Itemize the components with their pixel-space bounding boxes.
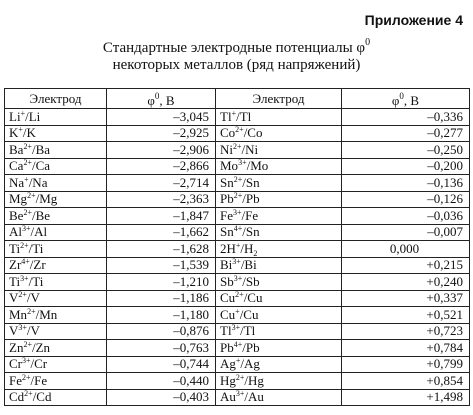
potential-cell: –2,714 (107, 175, 216, 192)
metal-symbol: /Ti (28, 273, 44, 289)
ion-symbol: Cu (220, 306, 236, 322)
potential-cell: –0,200 (342, 158, 470, 175)
ion-symbol: Ti (9, 273, 21, 289)
metal-symbol: /Ba (31, 141, 51, 157)
electrode-cell (5, 109, 107, 126)
potential-cell: –0,403 (107, 389, 216, 406)
metal-symbol: /Pb (242, 191, 260, 207)
header-electrode-right: Электрод (216, 89, 342, 109)
electrode-cell (216, 125, 342, 142)
ion-symbol: Tl (220, 108, 232, 124)
title-line-2: некоторых металлов (ряд напряжений) (112, 57, 361, 73)
potential-cell: –1,628 (107, 241, 216, 258)
table-row (5, 158, 470, 175)
metal-symbol: /Mg (35, 191, 58, 207)
ion-symbol: Mg (9, 191, 28, 207)
potential-cell: –0,007 (342, 224, 470, 241)
electrode-cell (216, 373, 342, 390)
ion-charge: 2+ (233, 174, 243, 184)
table-title (0, 34, 473, 74)
ion-symbol: Sn (220, 224, 234, 240)
potential-cell: +0,521 (342, 307, 470, 324)
ion-charge: 3+ (231, 323, 241, 333)
electrode-cell (5, 340, 107, 357)
potential-cell: –1,186 (107, 290, 216, 307)
ion-charge: 2+ (235, 372, 245, 382)
metal-symbol: /H (240, 240, 254, 256)
electrode-cell (216, 109, 342, 126)
phi-unit: , В (403, 93, 420, 108)
electrode-cell (216, 175, 342, 192)
ion-charge: + (235, 306, 240, 316)
ion-charge: + (24, 174, 29, 184)
phi-unit: , В (159, 93, 175, 108)
potential-cell: –0,136 (342, 175, 470, 192)
table-row (5, 290, 470, 307)
ion-symbol: Sn (220, 174, 234, 190)
potential-cell: –3,045 (107, 109, 216, 126)
table-row (5, 274, 470, 291)
metal-symbol: /Li (25, 108, 41, 124)
phi-symbol: φ (391, 93, 400, 108)
ion-charge: 3+ (20, 273, 29, 283)
ion-charge: 3+ (22, 224, 31, 234)
potential-cell: +0,784 (342, 340, 470, 357)
metal-symbol: /Ni (241, 141, 259, 157)
table-row (5, 208, 470, 225)
metal-symbol: /Fe (241, 207, 259, 223)
metal-subscript: 2 (253, 248, 258, 258)
table-row (5, 323, 470, 340)
ion-symbol: Al (9, 224, 22, 240)
metal-symbol: /Be (31, 207, 51, 223)
ion-charge: 4+ (233, 224, 243, 234)
phi-sup: 0 (154, 91, 160, 101)
potential-cell: –0,744 (107, 356, 216, 373)
table-row (5, 224, 470, 241)
metal-symbol: /Ca (31, 158, 51, 174)
table-row (5, 109, 470, 126)
potential-cell: –0,250 (342, 142, 470, 159)
potential-cell: –2,925 (107, 125, 216, 142)
metal-symbol: /Ag (240, 356, 260, 372)
metal-symbol: /Hg (244, 372, 264, 388)
potential-cell: –2,363 (107, 191, 216, 208)
metal-symbol: /Cu (239, 306, 259, 322)
ion-charge: 4+ (21, 257, 30, 267)
metal-symbol: /Cd (32, 389, 52, 405)
ion-charge: + (231, 108, 237, 118)
potential-cell: –0,277 (342, 125, 470, 142)
ion-charge: 2+ (23, 141, 32, 151)
ion-charge: 3+ (233, 207, 242, 217)
electrode-cell (5, 356, 107, 373)
electrode-cell (5, 175, 107, 192)
metal-symbol: /Zr (29, 257, 46, 273)
phi-sup: 0 (399, 91, 404, 101)
ion-symbol: Pb (220, 191, 234, 207)
ion-charge: + (235, 356, 241, 366)
electrode-cell (216, 208, 342, 225)
electrode-cell (216, 241, 342, 258)
ion-symbol: Cu (220, 290, 236, 306)
potential-cell: –1,662 (107, 224, 216, 241)
ion-charge: 2+ (233, 141, 242, 151)
electrode-cell (216, 257, 342, 274)
table-row (5, 191, 470, 208)
electrode-cell (216, 340, 342, 357)
electrode-cell (5, 290, 107, 307)
ion-symbol: Mo (220, 158, 239, 174)
electrode-cell (5, 389, 107, 406)
table-row (5, 307, 470, 324)
ion-symbol: K (9, 125, 19, 141)
ion-symbol: Ba (9, 141, 24, 157)
ion-charge: 2+ (27, 306, 36, 316)
electrode-cell (216, 356, 342, 373)
ion-symbol: Mn (9, 306, 28, 322)
electrode-potentials-table (4, 88, 470, 406)
ion-symbol: Be (9, 207, 24, 223)
potential-cell: –1,180 (107, 307, 216, 324)
potential-cell: +0,240 (342, 274, 470, 291)
table-row (5, 389, 470, 406)
metal-symbol: /Au (244, 389, 264, 405)
potential-cell: –0,876 (107, 323, 216, 340)
ion-symbol: Li (9, 108, 21, 124)
metal-symbol: /Co (243, 125, 263, 141)
electrode-cell (5, 274, 107, 291)
ion-charge: 3+ (18, 323, 27, 333)
electrode-cell (5, 142, 107, 159)
ion-symbol: Cr (9, 356, 22, 372)
potential-cell: –0,336 (342, 109, 470, 126)
ion-charge: + (235, 240, 241, 250)
electrode-cell (216, 290, 342, 307)
metal-symbol: /Sn (242, 174, 260, 190)
metal-symbol: /V (26, 290, 40, 306)
title-line-1 (0, 34, 473, 57)
metal-symbol: /Mn (35, 306, 58, 322)
table-row (5, 340, 470, 357)
ion-charge: 2+ (23, 207, 32, 217)
title-line-1-sup: 0 (365, 37, 371, 48)
header-potential-left (107, 89, 216, 109)
electrode-cell (216, 307, 342, 324)
ion-charge: 4+ (233, 339, 243, 349)
ion-symbol: Fe (220, 207, 233, 223)
table-row (5, 373, 470, 390)
electrode-cell (5, 323, 107, 340)
electrode-cell (5, 158, 107, 175)
potential-cell: +0,215 (342, 257, 470, 274)
metal-symbol: /Mo (246, 158, 269, 174)
potential-cell: –1,539 (107, 257, 216, 274)
potential-cell: –2,906 (107, 142, 216, 159)
ion-symbol: Ag (220, 356, 236, 372)
ion-symbol: V (9, 323, 19, 339)
electrode-cell (5, 208, 107, 225)
ion-charge: 2+ (20, 240, 29, 250)
metal-symbol: /Ti (28, 240, 44, 256)
potential-cell: +0,723 (342, 323, 470, 340)
ion-symbol: Sb (220, 273, 234, 289)
title-line-1-text: Стандартные электродные потенциалы φ (102, 40, 366, 56)
ion-symbol: Zr (9, 257, 22, 273)
potential-cell: 0,000 (342, 241, 470, 258)
table-row (5, 142, 470, 159)
potential-cell: +0,799 (342, 356, 470, 373)
ion-charge: 2+ (24, 389, 33, 399)
potential-cell: +0,854 (342, 373, 470, 390)
ion-charge: 2+ (233, 191, 243, 201)
ion-symbol: 2H (220, 240, 236, 256)
electrode-cell (216, 191, 342, 208)
ion-charge: 2+ (235, 290, 244, 300)
ion-symbol: Ti (9, 240, 21, 256)
table-row (5, 257, 470, 274)
ion-symbol: Ca (9, 158, 24, 174)
table-row (5, 356, 470, 373)
metal-symbol: /Cr (30, 356, 48, 372)
potential-cell: –1,210 (107, 274, 216, 291)
electrode-cell (5, 224, 107, 241)
ion-symbol: V (9, 290, 19, 306)
ion-symbol: Tl (220, 323, 232, 339)
ion-charge: 3+ (232, 257, 241, 267)
ion-charge: 2+ (23, 158, 32, 168)
metal-symbol: /Tl (236, 108, 252, 124)
electrode-cell (216, 274, 342, 291)
electrode-cell (216, 224, 342, 241)
metal-symbol: /Na (28, 174, 48, 190)
header-row (5, 89, 470, 109)
metal-symbol: /Tl (240, 323, 256, 339)
table-row (5, 241, 470, 258)
ion-symbol: Co (220, 125, 236, 141)
ion-charge: 3+ (233, 273, 243, 283)
metal-symbol: /Zn (31, 339, 51, 355)
table-row (5, 125, 470, 142)
metal-symbol: /V (26, 323, 40, 339)
ion-charge: 2+ (18, 290, 27, 300)
ion-charge: + (18, 125, 23, 135)
potential-cell: –1,847 (107, 208, 216, 225)
ion-symbol: Pb (220, 339, 234, 355)
ion-symbol: Bi (220, 257, 233, 273)
ion-symbol: Cd (9, 389, 25, 405)
ion-charge: 2+ (27, 191, 36, 201)
electrode-cell (216, 323, 342, 340)
table-row (5, 175, 470, 192)
metal-symbol: /Al (30, 224, 48, 240)
ion-charge: 2+ (22, 372, 31, 382)
ion-symbol: Na (9, 174, 25, 190)
potential-cell: +0,337 (342, 290, 470, 307)
ion-symbol: Au (220, 389, 236, 405)
metal-symbol: /Bi (240, 257, 257, 273)
potential-cell: –0,126 (342, 191, 470, 208)
ion-charge: 3+ (238, 158, 247, 168)
metal-symbol: /Cu (243, 290, 263, 306)
electrode-cell (5, 373, 107, 390)
metal-symbol: /Sn (242, 224, 260, 240)
header-electrode-left: Электрод (5, 89, 107, 109)
ion-symbol: Zn (9, 339, 24, 355)
ion-charge: 3+ (22, 356, 31, 366)
ion-symbol: Ni (220, 141, 233, 157)
electrode-cell (216, 389, 342, 406)
ion-charge: 2+ (23, 339, 32, 349)
header-potential-right (342, 89, 470, 109)
appendix-label: Приложение 4 (364, 12, 463, 28)
ion-symbol: Fe (9, 372, 22, 388)
potential-cell: –0,036 (342, 208, 470, 225)
potential-cell: –0,763 (107, 340, 216, 357)
ion-charge: 2+ (235, 125, 244, 135)
ion-charge: 3+ (235, 389, 245, 399)
phi-symbol: φ (147, 93, 155, 108)
metal-symbol: /K (22, 125, 36, 141)
electrode-cell (5, 307, 107, 324)
electrode-cell (5, 125, 107, 142)
potential-cell: –2,866 (107, 158, 216, 175)
electrode-cell (216, 142, 342, 159)
potential-cell: –0,440 (107, 373, 216, 390)
electrode-cell (5, 241, 107, 258)
electrode-cell (216, 158, 342, 175)
ion-charge: + (20, 108, 26, 118)
electrode-cell (5, 191, 107, 208)
ion-symbol: Hg (220, 372, 236, 388)
metal-symbol: /Fe (30, 372, 48, 388)
metal-symbol: /Sb (242, 273, 260, 289)
metal-symbol: /Pb (242, 339, 260, 355)
electrode-cell (5, 257, 107, 274)
potential-cell: +1,498 (342, 389, 470, 406)
